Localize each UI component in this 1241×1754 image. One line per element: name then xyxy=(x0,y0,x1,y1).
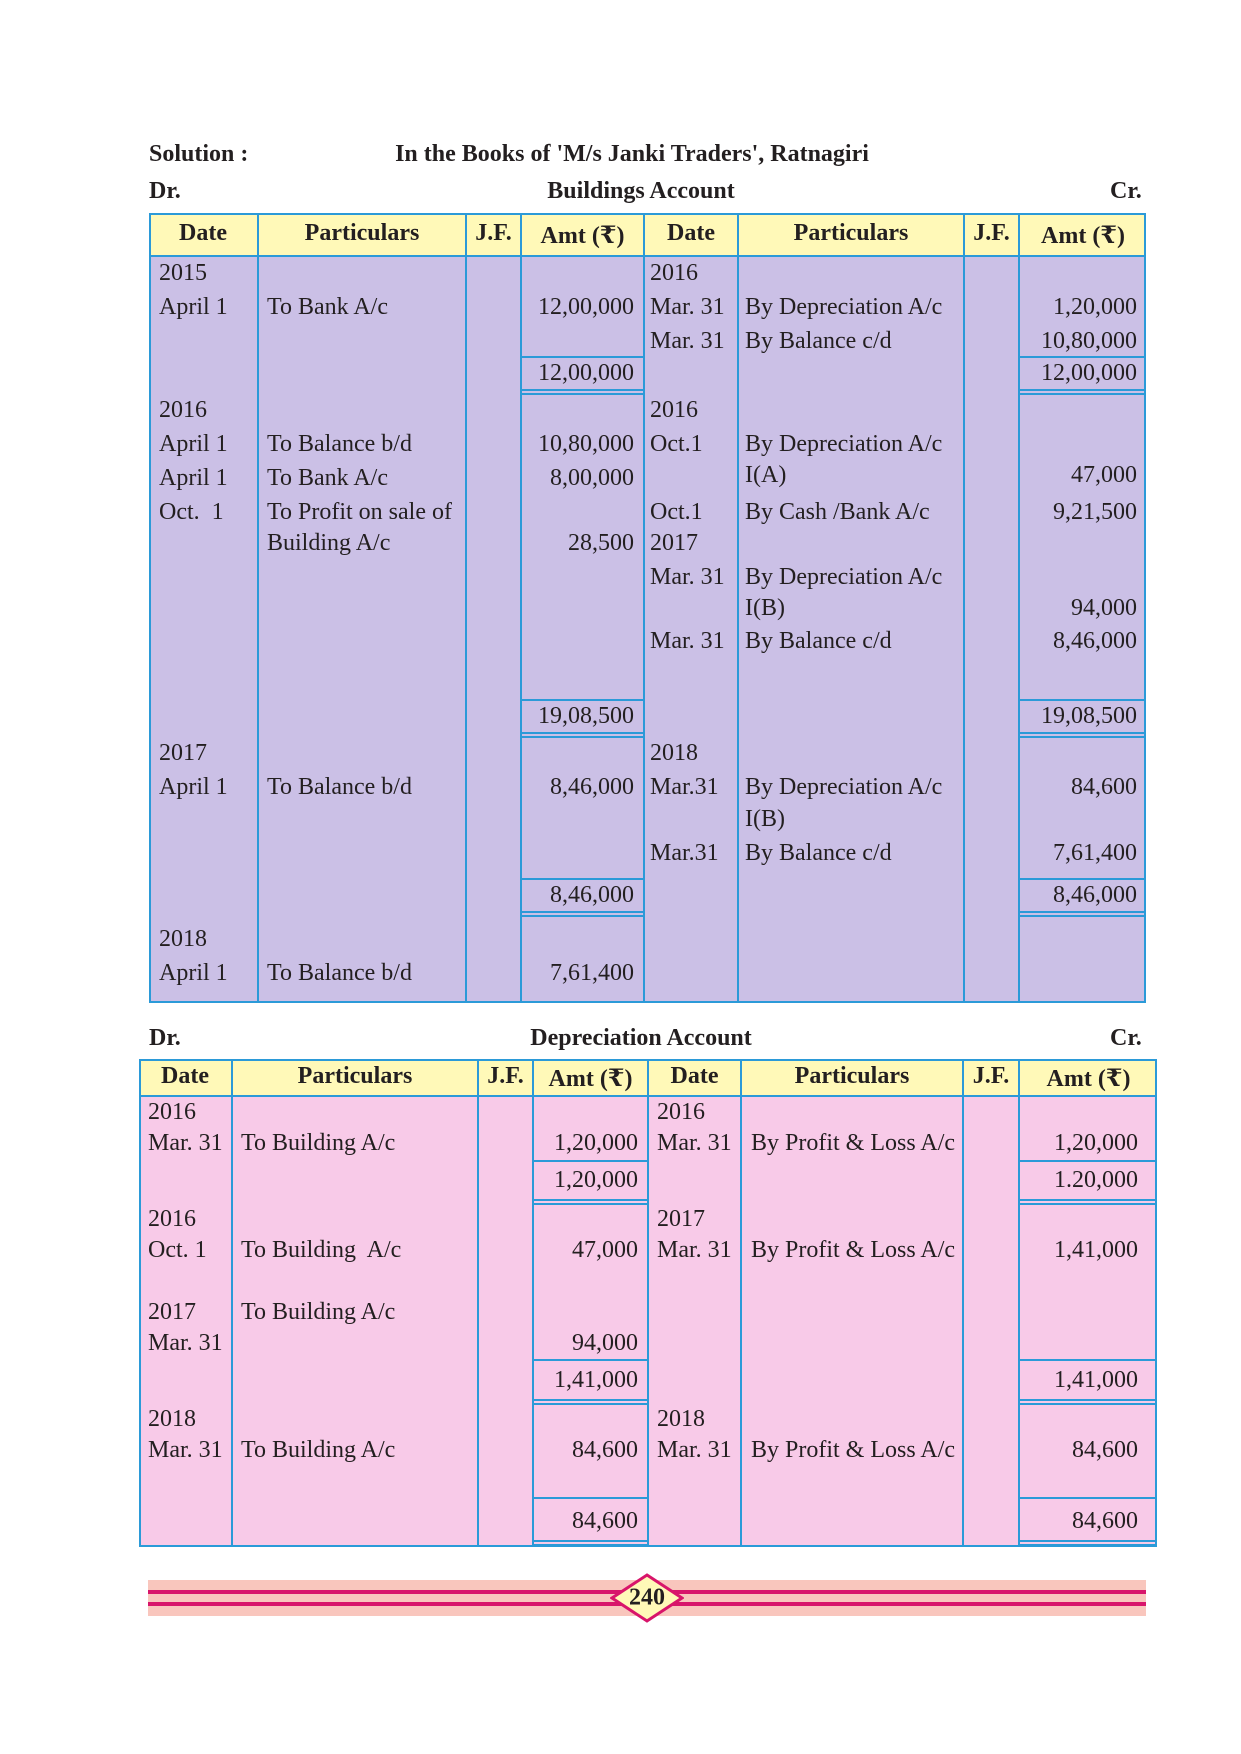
debit-particular: To Building A/c xyxy=(241,1299,396,1325)
credit-amount: 47,000 xyxy=(1071,462,1137,488)
debit-particular: To Building A/c xyxy=(241,1437,396,1463)
credit-date: Mar. 31 xyxy=(650,628,725,654)
header-particulars: Particulars xyxy=(304,220,420,246)
debit-particular: To Building A/c xyxy=(241,1237,402,1263)
debit-date: 2017 xyxy=(148,1299,196,1325)
debit-date: Oct. 1 xyxy=(159,499,224,525)
header-date: Date xyxy=(161,1063,209,1089)
solution-label: Solution : xyxy=(149,141,249,167)
debit-date: April 1 xyxy=(159,960,228,986)
debit-amount: 1,20,000 xyxy=(554,1130,638,1156)
debit-total: 8,46,000 xyxy=(550,882,634,908)
debit-amount: 47,000 xyxy=(572,1237,638,1263)
credit-particular: I(B) xyxy=(745,595,785,621)
debit-particular: To Balance b/d xyxy=(267,960,412,986)
credit-total: 1.20,000 xyxy=(1054,1167,1138,1193)
credit-date: 2016 xyxy=(650,260,698,286)
credit-date: Mar.31 xyxy=(650,774,719,800)
credit-total: 1,41,000 xyxy=(1054,1367,1138,1393)
debit-total: 84,600 xyxy=(572,1508,638,1534)
header-date: Date xyxy=(179,220,227,246)
credit-particular: By Depreciation A/c xyxy=(745,431,943,457)
debit-date: April 1 xyxy=(159,774,228,800)
credit-amount: 94,000 xyxy=(1071,595,1137,621)
page-number: 240 xyxy=(629,1584,665,1611)
header-amount: Amt (₹) xyxy=(1046,1066,1131,1092)
debit-particular: To Building A/c xyxy=(241,1130,396,1156)
debit-date: 2018 xyxy=(159,926,207,952)
credit-date: Mar. 31 xyxy=(650,564,725,590)
credit-total: 12,00,000 xyxy=(1041,360,1137,386)
debit-date: Mar. 31 xyxy=(148,1330,223,1356)
header-amount: Amt (₹) xyxy=(548,1066,633,1092)
credit-amount: 1,20,000 xyxy=(1053,294,1137,320)
credit-amount: 1,41,000 xyxy=(1054,1237,1138,1263)
credit-date: Mar. 31 xyxy=(650,328,725,354)
debit-particular: To Bank A/c xyxy=(267,465,388,491)
debit-date: April 1 xyxy=(159,465,228,491)
header-amount: Amt (₹) xyxy=(1041,223,1125,249)
debit-date: 2018 xyxy=(148,1406,196,1432)
debit-amount: 94,000 xyxy=(572,1330,638,1356)
credit-date: 2018 xyxy=(650,740,698,766)
depreciation-cr-label: Cr. xyxy=(1110,1025,1142,1051)
debit-amount: 12,00,000 xyxy=(538,294,634,320)
debit-total: 19,08,500 xyxy=(538,703,634,729)
header-date: Date xyxy=(667,220,715,246)
credit-amount: 8,46,000 xyxy=(1053,628,1137,654)
header-date: Date xyxy=(670,1063,719,1089)
credit-particular: By Depreciation A/c xyxy=(745,774,943,800)
debit-date: 2016 xyxy=(148,1206,196,1232)
debit-date: Oct. 1 xyxy=(148,1237,207,1263)
credit-particular: By Balance c/d xyxy=(745,628,892,654)
buildings-account-table xyxy=(149,213,1146,1003)
debit-amount: 10,80,000 xyxy=(538,431,634,457)
credit-date: Mar.31 xyxy=(650,840,719,866)
depreciation-dr-label: Dr. xyxy=(149,1025,181,1051)
debit-date: 2017 xyxy=(159,740,207,766)
credit-date: Oct.1 xyxy=(650,431,703,457)
debit-amount: 84,600 xyxy=(572,1437,638,1463)
debit-amount: 7,61,400 xyxy=(550,960,634,986)
credit-amount: 7,61,400 xyxy=(1053,840,1137,866)
credit-amount: 9,21,500 xyxy=(1053,499,1137,525)
debit-date: 2015 xyxy=(159,260,207,286)
credit-amount: 10,80,000 xyxy=(1041,328,1137,354)
credit-date: 2017 xyxy=(657,1206,705,1232)
header-particulars: Particulars xyxy=(794,1063,910,1089)
credit-date: 2016 xyxy=(650,397,698,423)
debit-total: 1,41,000 xyxy=(554,1367,638,1393)
credit-amount: 84,600 xyxy=(1072,1437,1138,1463)
credit-date: Mar. 31 xyxy=(657,1237,732,1263)
header-jf: J.F. xyxy=(973,220,1010,246)
buildings-account-title: Buildings Account xyxy=(547,178,735,204)
credit-particular: By Profit & Loss A/c xyxy=(751,1237,956,1263)
debit-amount: 8,00,000 xyxy=(550,465,634,491)
credit-date: Mar. 31 xyxy=(650,294,725,320)
credit-date: Mar. 31 xyxy=(657,1437,732,1463)
credit-particular: I(B) xyxy=(745,806,785,832)
debit-particular: To Bank A/c xyxy=(267,294,388,320)
debit-amount: 28,500 xyxy=(568,530,634,556)
credit-date: 2017 xyxy=(650,530,698,556)
credit-particular: By Balance c/d xyxy=(745,840,892,866)
header-jf: J.F. xyxy=(972,1063,1010,1089)
header-particulars: Particulars xyxy=(297,1063,413,1089)
debit-date: Mar. 31 xyxy=(148,1130,223,1156)
credit-particular: By Depreciation A/c xyxy=(745,294,943,320)
depreciation-account-table xyxy=(139,1059,1157,1547)
credit-particular: By Balance c/d xyxy=(745,328,892,354)
credit-amount: 84,600 xyxy=(1071,774,1137,800)
debit-particular: To Balance b/d xyxy=(267,431,412,457)
header-jf: J.F. xyxy=(487,1063,524,1089)
credit-date: 2018 xyxy=(657,1406,705,1432)
debit-total: 12,00,000 xyxy=(538,360,634,386)
credit-amount: 1,20,000 xyxy=(1054,1130,1138,1156)
header-particulars: Particulars xyxy=(793,220,909,246)
credit-date: Mar. 31 xyxy=(657,1130,732,1156)
credit-date: Oct.1 xyxy=(650,499,703,525)
credit-particular: By Depreciation A/c xyxy=(745,564,943,590)
debit-date: 2016 xyxy=(148,1099,196,1125)
debit-date: Mar. 31 xyxy=(148,1437,223,1463)
debit-particular: Building A/c xyxy=(267,530,391,556)
header-jf: J.F. xyxy=(475,220,512,246)
credit-date: 2016 xyxy=(657,1099,705,1125)
buildings-cr-label: Cr. xyxy=(1110,178,1142,204)
credit-total: 84,600 xyxy=(1072,1508,1138,1534)
credit-total: 19,08,500 xyxy=(1041,703,1137,729)
depreciation-account-title: Depreciation Account xyxy=(530,1025,752,1051)
credit-particular: By Cash /Bank A/c xyxy=(745,499,930,525)
credit-total: 8,46,000 xyxy=(1053,882,1137,908)
debit-date: April 1 xyxy=(159,431,228,457)
debit-total: 1,20,000 xyxy=(554,1167,638,1193)
credit-particular: I(A) xyxy=(745,462,787,488)
credit-particular: By Profit & Loss A/c xyxy=(751,1437,956,1463)
debit-particular: To Balance b/d xyxy=(267,774,412,800)
debit-date: April 1 xyxy=(159,294,228,320)
books-title: In the Books of 'M/s Janki Traders', Ratnagiri xyxy=(395,141,869,167)
debit-particular: To Profit on sale of xyxy=(267,499,452,525)
buildings-dr-label: Dr. xyxy=(149,178,181,204)
header-amount: Amt (₹) xyxy=(540,223,625,249)
credit-particular: By Profit & Loss A/c xyxy=(751,1130,956,1156)
debit-amount: 8,46,000 xyxy=(550,774,634,800)
debit-date: 2016 xyxy=(159,397,207,423)
